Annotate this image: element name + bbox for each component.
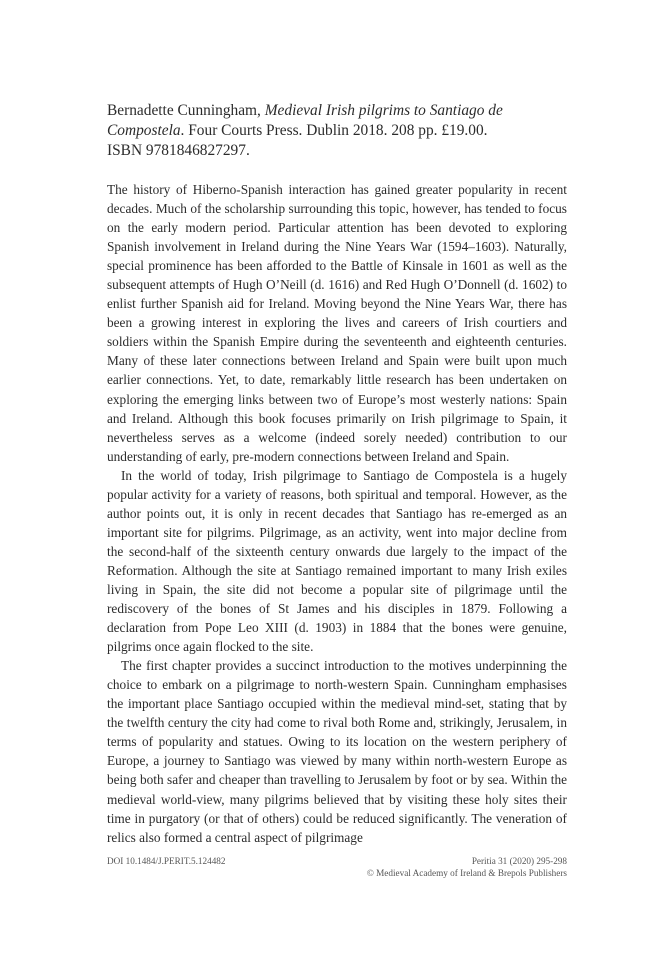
citation-book-title: Medieval Irish pilgrims to Santiago de Compostela [107,102,503,139]
book-citation [107,101,567,161]
body-paragraph-2: In the world of today, Irish pilgrimage to Santiago de Compostela is a hugely popular activity for a variety of reasons, both spiritual and temporal. However, as the author points out, it is only in recent decades that Santiago has re-emerged as an important site for pilgrims. Pilgrimage, as an activity, went into major decline from the second-half of the sixteenth century onwards due largely to the impact of the Reformation. Although the site at Santiago remained important to many Irish exiles living in Spain, the site did not become a popular site of pilgrimage until the rediscovery of the bones of St James and his disciples in 1879. Following a declaration from Pope Leo XIII (d. 1903) in 1884 that the bones were genuine, pilgrims once again flocked to the site. [107,467,567,655]
copyright-notice: © Medieval Academy of Ireland & Brepols Publishers [366,868,567,878]
doi-text: DOI 10.1484/J.PERIT.5.124482 [107,856,226,866]
body-paragraph-1: The history of Hiberno-Spanish interaction has gained greater popularity in recent decades. Much of the scholarship surrounding this topic, however, has tended to focus on the early modern period. Particular attention has been devoted to exploring Spanish involvement in Ireland during the Nine Years War (1594–1603). Naturally, special prominence has been afforded to the Battle of Kinsale in 1601 as well as the subsequent attempts of Hugh O’Neill (d. 1616) and Red Hugh O’Donnell (d. 1602) to enlist further Spanish aid for Ireland. Moving beyond the Nine Years War, there has been a growing interest in exploring the lives and careers of Irish courtiers and soldiers within the Spanish Empire during the seventeenth and eighteenth centuries. Many of these later connections between Ireland and Spain were built upon much earlier connections. Yet, to date, remarkably little research has been undertaken on exploring the emerging links between two of Europe’s most westerly nations: Spain and Ireland. Although this book focuses primarily on Irish pilgrimage to Spain, it nevertheless serves as a welcome (indeed sorely needed) contribution to our understanding of early, pre-modern connections between Ireland and Spain. [107,182,567,464]
citation-isbn: ISBN 9781846827297. [107,142,250,159]
citation-details: . Four Courts Press. Dublin 2018. 208 pp. £19.00. [180,122,488,139]
journal-reference: Peritia 31 (2020) 295-298 [471,856,567,866]
body-paragraph-3: The first chapter provides a succinct introduction to the motives underpinning the choice to embark on a pilgrimage to north-western Spain. Cunningham emphasises the important place Santiago occupied within the medieval mind-set, stating that by the twelfth century the city had come to rival both Rome and, strikingly, Jerusalem, in terms of popularity and statues. Owing to its location on the western periphery of Europe, a journey to Santiago was viewed by many within north-western Europe as being both safer and cheaper than travelling to Jerusalem by foot or by sea. Within the medieval world-view, many pilgrims believed that by visiting these holy sites their time in purgatory (or that of others) could be reduced significantly. The veneration of relics also formed a central aspect of pilgrimage [107,658,567,845]
citation-author: Bernadette Cunningham, [107,102,265,119]
review-body [107,180,567,847]
